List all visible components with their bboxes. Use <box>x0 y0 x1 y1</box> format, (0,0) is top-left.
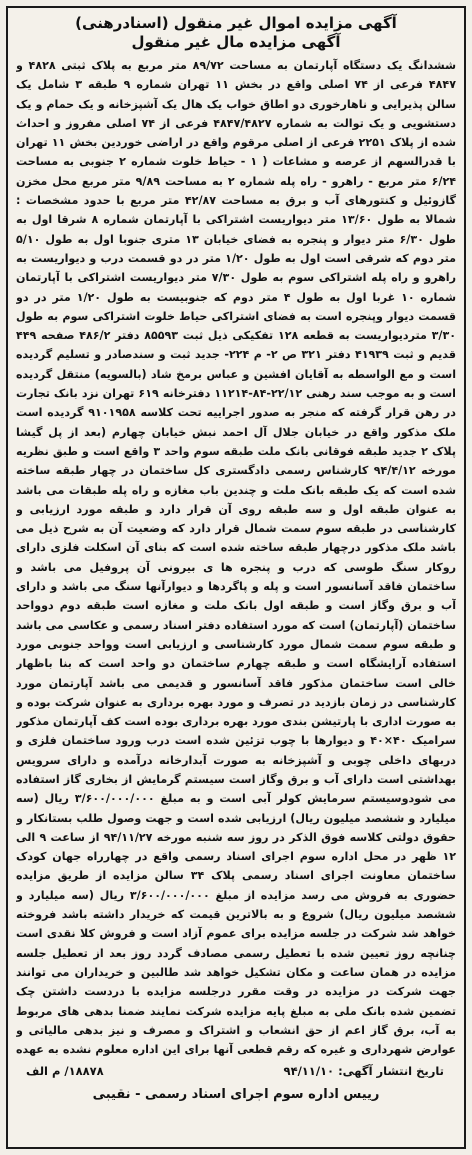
notice-title: آگهی مزایده اموال غیر منقول (اسنادرهنی) <box>75 14 397 32</box>
notice-body <box>16 56 456 1058</box>
auction-notice-frame <box>6 6 466 1149</box>
notice-subtitle: آگهی مزایده مال غیر منقول <box>131 33 341 51</box>
notice-header <box>8 8 464 52</box>
publish-date: تاریخ انتشار آگهی: ۹۴/۱۱/۱۰ <box>283 1064 444 1078</box>
signature-line: رییس اداره سوم اجرای اسناد رسمی - نقیبی <box>92 1087 380 1102</box>
notice-code: ۱۸۸۷۸/ م الف <box>26 1064 104 1078</box>
notice-body-text: ششدانگ یک دستگاه آپارتمان به مساحت ۸۹/۷۲ متر مربع به پلاک ثبتی ۴۸۲۸ و ۴۸۴۷ فرعی از ۷۴ اصلی واقع در بخش ۱۱ تهران شماره ۹ طبقه ۳ شامل یک سالن پذیرایی و ناهارخوری دو اطاق خواب یک هال یک آشپزخانه و یک حمام و یک دستشویی و یک توالت به شماره ۴۸۴۷/۴۸۲۷ فرعی از ۷۴ اصلی مفروز و احداث شده از پلاک ۲۲۵۱ فرعی از اصلی مرقوم واقع در اراضی خوردین بخش ۱۱ تهران با قدرالسهم از عرصه و مشاعات ( ۱ - حیاط خلوت شماره ۲ جنوبی به مساحت ۶/۲۴ متر مربع - راهرو - راه پله شماره ۲ به مساحت ۹/۸۹ متر مربع محل مخزن گازوئیل و کنتورهای آب و برق به مساحت ۴۲/۸۷ متر مربع با حدود مشخصات : شمالا به طول ۱۳/۶۰ متر دیواریست اشتراکی با آپارتمان شماره ۸ شرقا اول به طول ۶/۳۰ متر دیوار و پنجره به فضای خیابان ۱۳ متری جنوبا اول به طول ۵/۱۰ متر دوم که شرقی است اول به طول ۱/۲۰ متر در دو قسمت درب و دیواریست به راهرو و راه پله اشتراکی سوم به طول ۷/۳۰ متر دیواریست اشتراکی با آپارتمان شماره ۱۰ غربا اول به طول ۴ متر دوم که جنوبیست به طول ۱/۲۰ متر در دو قسمت دیوار وپنجره است به فضای اشتراکی حیاط خلوت اشتراکی سوم به طول ۳/۳۰ متردیواریست به قطعه ۱۲۸ تفکیکی ذیل ثبت ۸۵۵۹۳ دفتر ۴۸۶/۲ صفحه ۴۴۹ قدیم و ثبت ۴۱۹۳۹ دفتر ۳۲۱ ص ۲- م ۲۲۴- جدید ثبت و سندصادر و تسلیم گردیده است و مع الواسطه به آقایان افشین و عباس برمخ شاد (بالسویه) منتقل گردیده است و به موجب سند رهنی ۲۲/۱۲-۸۴-۱۱۲۱۴ دفترخانه ۶۱۹ تهران نزد بانک تجارت در رهن قرار گرفته که منجر به صدور اجراییه تحت کلاسه ۹۱۰۱۹۵۸ گردیده است ملک مذکور واقع در خیابان جلال آل احمد نبش خیابان چهارم (بعد از پل گیشا پلاک ۲ جدید طبقه فوقانی بانک ملت طبقه سوم واحد ۳ واقع است و طبق نظریه مورخه ۹۴/۴/۱۲ کارشناس رسمی دادگستری کل ساختمان در چهار طبقه ساخته شده است که یک طبقه بانک ملت و چندین باب مغازه و راه پله طبقات می باشد به عنوان طبقه اول و سه طبقه روی آن قرار دارد و طبقه مورد ارزیابی و کارشناسی در طبقه سوم سمت شمال قرار دارد که وضعیت آن به شرح ذیل می باشد ملک مذکور درچهار طبقه ساخته شده است که بنای آن اسکلت فلزی دارای روکار سنگ طوسی که درب و پنجره ها ی بیرونی آن پروفیل می باشد و ساختمان فاقد آسانسور است و پله و پاگردها و دیوارآنها سنگ می باشد و دارای آب و برق وگاز است و طبقه اول بانک ملت و مغازه است طبقه دوم دوواحد ساختمان (آپارتمان) است که مورد استفاده دفتر اسناد رسمی و عکاسی می باشد و طبقه سوم سمت شمال مورد کارشناسی و ارزیابی است وواحد جنوبی مورد استفاده آرایشگاه است و طبقه چهارم ساختمان دو واحد است که بنا باظهار خالی است ساختمان مذکور فاقد آسانسور و قدیمی می باشد آپارتمان مورد کارشناسی در زمان بازدید در تصرف و مورد بهره برداری به عنوان شرکت بوده و به صورت اداری با پارتیشن بندی مورد بهره برداری بوده است کف آپارتمان مذکور سرامیک ۴۰×۴۰ و دیوارها با چوب تزئین شده است درب ورود ساختمان فلزی و دربهای داخلی چوبی و آشپزخانه به صورت آبدارخانه درآمده و دارای سرویس بهداشتی است دارای آب و برق وگاز است سیستم گرمایش از بخاری گاز استفاده می شودوسیستم سرمایش کولر آبی است و به مبلغ ۳/۶۰۰/۰۰۰/۰۰۰ ریال (سه میلیارد و ششصد میلیون ریال) ارزیابی شده است و جهت وصول طلب بستانکار و حقوق دولتی کلاسه فوق الذکر در روز سه شنبه مورخه ۹۴/۱۱/۲۷ از ساعت ۹ الی ۱۲ ظهر در محل اداره سوم اجرای اسناد رسمی واقع در چهارراه جهان کودک ساختمان معاونت اجرای اسناد رسمی پلاک ۳۴ سالن مزایده از طریق مزایده حضوری به فروش می رسد مزایده از مبلغ ۳/۶۰۰/۰۰۰/۰۰۰ ریال (سه میلیارد و ششصد میلیون ریال) شروع و به بالاترین قیمت که خریدار داشته باشد فروخته خواهد شد شرکت در جلسه مزایده برای عموم آزاد است و فروش کلا نقدی است چنانچه روز تعیین شده با تعطیل رسمی مصادف گردد روز بعد از تعطیل جلسه مزایده در همان ساعت و مکان تشکیل خواهد شد طالبین و خریداران می توانند جهت شرکت در مزایده در وقت مقرر درجلسه مزایده با دردست داشتن چک تضمین شده بانک ملی به مبلغ پایه مزایده شرکت نمایند ضمنا بدهی های مربوط به آب، برق گاز اعم از حق انشعاب و اشتراک و مصرف و نیز بدهی مالیاتی و عوارض شهرداری و غیره که رقم قطعی آنها برای این اداره معلوم نشده به عهده <box>16 59 456 1057</box>
